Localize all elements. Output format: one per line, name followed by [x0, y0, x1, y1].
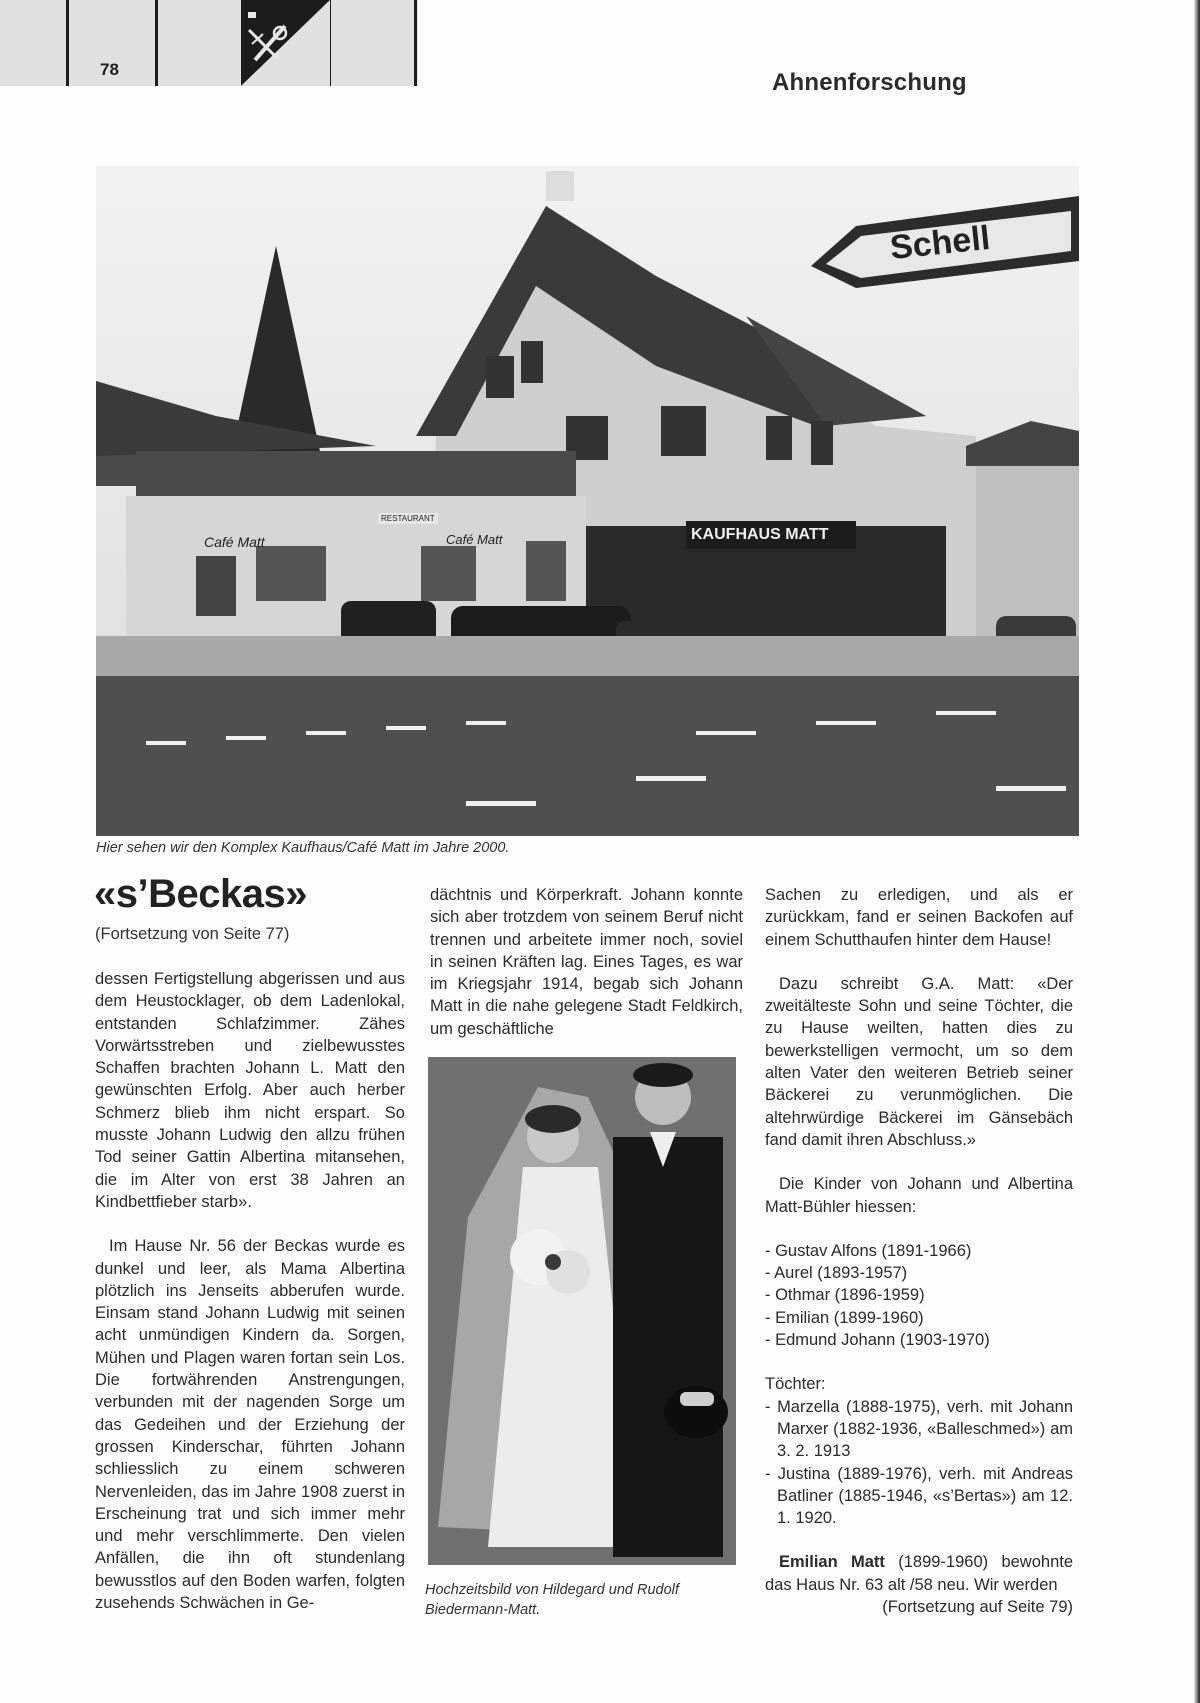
column-1 [95, 968, 405, 1614]
list-item: - Gustav Alfons (1891-1966) [765, 1241, 972, 1260]
list-item: - Marzella (1888-1975), verh. mit Johann Marxer (1882-1936, «Balleschmed») am 3. 2. 1913 [765, 1397, 1073, 1461]
street-sign-text: Schell [888, 218, 992, 268]
header-divider [155, 0, 158, 86]
sons-list [765, 1240, 1073, 1351]
building-photo-illustration [96, 166, 1079, 836]
crest-keys-sword-icon [241, 0, 330, 86]
paragraph: Sachen zu erledigen, und als er zurückkam, fand er seinen Backofen auf einem Schutthaufen hinter dem Hause! [765, 886, 1073, 949]
main-photo-caption: Hier sehen wir den Komplex Kaufhaus/Café Matt im Jahre 2000. [96, 840, 510, 856]
daughters-label: Töchter: [765, 1375, 826, 1394]
paragraph-text: (1899-1960) bewohnte das Haus Nr. 63 alt /58 neu. Wir werden [765, 1553, 1074, 1594]
list-item: - Aurel (1893-1957) [765, 1264, 908, 1283]
wedding-photo-illustration [428, 1057, 736, 1565]
header-band [0, 0, 418, 86]
article-title: «s’Beckas» [94, 872, 307, 916]
paragraph [765, 1551, 1073, 1596]
restaurant-sign: RESTAURANT [378, 513, 438, 524]
list-item: - Justina (1889-1976), verh. mit Andreas Batliner (1885-1946, «s’Bertas») am 12. 1. 1920. [765, 1464, 1073, 1528]
main-photo [96, 166, 1079, 836]
paragraph: Im Hause Nr. 56 der Beckas wurde es dunkel und leer, als Mama Albertina plötzlich ins Jenseits abberufen wurde. Einsam stand Johann Ludwig mit seinen acht unmündigen Kindern da. Sorgen, Mühen und Plagen waren fortan sein Los. Die fortwährenden Anstrengungen, verbunden mit der nagenden Sorge um das Gedeihen und der Erziehung der grossen Kinderschar, führten Johann schliesslich zu einem schweren Nervenleiden, das im Jahre 1908 zuerst in Erscheinung trat und sich immer mehr und mehr verschlimmerte. Den vielen Anfällen, die ihn oft stundenlang bewusstlos auf den Boden warfen, folgten zusehends Schwächen in Ge- [95, 1237, 405, 1613]
page-binding-edge [1194, 0, 1200, 1703]
bold-name: Emilian Matt [779, 1553, 885, 1572]
wedding-photo [428, 1057, 736, 1565]
continued-to: (Fortsetzung auf Seite 79) [882, 1598, 1073, 1617]
column-2 [430, 884, 743, 1040]
header-divider [414, 0, 417, 86]
store-sign: KAUFHAUS MATT [691, 526, 829, 543]
section-title: Ahnenforschung [772, 69, 967, 96]
paragraph: dächtnis und Körperkraft. Johann konnte sich aber trotzdem von seinem Beruf nicht trennen und arbeitete immer noch, soviel in seinen Kräften lag. Eines Tages, es war im Kriegsjahr 1914, begab sich Johann Matt in die nahe gelegene Stadt Feldkirch, um geschäftliche [430, 886, 743, 1038]
list-item: - Emilian (1899-1960) [765, 1308, 924, 1327]
wedding-photo-caption: Hochzeitsbild von Hildegard und Rudolf Biedermann-Matt. [425, 1582, 679, 1618]
paragraph: dessen Fertigstellung abgerissen und aus dem Heustocklager, ob dem Ladenlokal, entstanden Schlafzimmer. Zähes Vorwärtsstreben und zielbewusstes Schaffen brachten Johann L. Matt den gewünschten Erfolg. Aber auch herber Schmerz blieb ihm nicht erspart. So musste Johann Ludwig den allzu frühen Tod seiner Gattin Albertina mitansehen, die im Alter von erst 38 Jahren an Kindbettfieber starb». [95, 970, 405, 1211]
list-item: - Othmar (1896-1959) [765, 1286, 925, 1305]
cafe-sign: Café Matt [204, 534, 265, 550]
header-divider [66, 0, 69, 86]
cafe-sign-2: Café Matt [446, 532, 503, 547]
paragraph: Die Kinder von Johann und Albertina Matt-Bühler hiessen: [765, 1175, 1073, 1216]
list-item: - Edmund Johann (1903-1970) [765, 1331, 990, 1350]
continued-from: (Fortsetzung von Seite 77) [95, 925, 290, 943]
daughters-list [765, 1396, 1073, 1530]
column-3 [765, 884, 1073, 1618]
page-number: 78 [100, 60, 119, 79]
paragraph: Dazu schreibt G.A. Matt: «Der zweitälteste Sohn und seine Töchter, die zu Hause weilten, hatten dies zu bewerkstelligen vermocht, um so dem alten Vater den weiteren Betrieb seiner Bäckerei zu verunmöglichen. Die altehrwürdige Bäckerei im Gänsebäch fand damit ihren Abschluss.» [765, 974, 1073, 1149]
